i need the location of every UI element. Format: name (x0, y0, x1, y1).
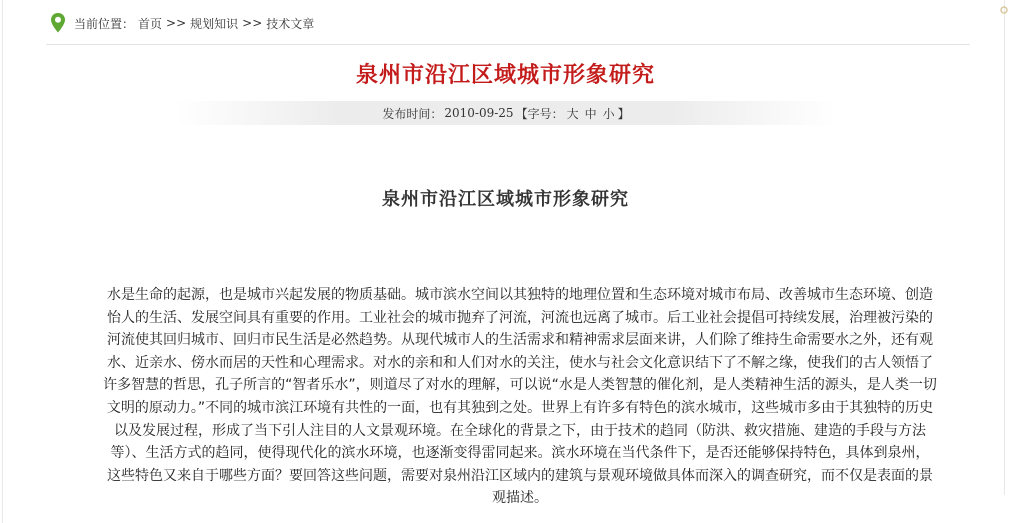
article-subtitle: 泉州市沿江区域城市形象研究 (382, 189, 629, 210)
body-line: 这些特色又来自于哪些方面？要回答这些问题，需要对泉州沿江区域内的建筑与景观环境做具体而深入的调查研究，而不仅是表面的景 (107, 467, 933, 484)
body-line: 河流使其回归城市、回归市民生活是必然趋势。从现代城市人的生活需求和精神需求层面来讲，人们除了维持生命需要水之外，还有观 (107, 332, 933, 349)
body-line: 许多智慧的哲思，孔子所言的“智者乐水”，则道尽了对水的理解，可以说“水是人类智慧的催化剂，是人类精神生活的源头，是人类一切 (103, 377, 937, 394)
breadcrumb-home-link[interactable]: 首页 (138, 16, 163, 31)
article-title: 泉州市沿江区域城市形象研究 (355, 63, 655, 88)
breadcrumb-separator: >> (242, 16, 263, 30)
body-line: 怡人的生活、发展空间具有重要的作用。工业社会的城市抛弃了河流，河流也远离了城市。后工业社会提倡可持续发展，治理被污染的 (107, 309, 933, 326)
font-size-close: 】 (617, 106, 630, 121)
breadcrumb-category-link[interactable]: 技术文章 (266, 16, 315, 31)
article-body (44, 284, 996, 510)
font-size-open: 【字号： (515, 106, 564, 121)
body-line: 水、近亲水、傍水而居的天性和心理需求。对水的亲和和人们对水的关注，使水与社会文化意识结下了不解之缘，使我们的古人领悟了 (107, 354, 933, 371)
body-line: 文明的原动力。”不同的城市滨江环境有共性的一面，也有其独到之处。世界上有许多有特色的滨水城市，这些城市多由于其独特的历史 (106, 399, 934, 416)
breadcrumb-separator: >> (166, 16, 187, 30)
publish-date: 2010-09-25 (444, 106, 514, 120)
body-line: 观描述。 (492, 490, 548, 507)
breadcrumb-prefix: 当前位置： (74, 16, 135, 31)
body-line: 水是生命的起源，也是城市兴起发展的物质基础。城市滨水空间以其独特的地理位置和生态环境对城市布局、改善城市生态环境、创造 (107, 287, 933, 303)
font-size-large-link[interactable]: 大 (566, 106, 579, 121)
font-size-small-link[interactable]: 小 (602, 106, 615, 121)
breadcrumb (50, 11, 314, 35)
breadcrumb-section-link[interactable]: 规划知识 (190, 16, 239, 31)
article-meta-bar (176, 101, 836, 125)
body-line: 等）、生活方式的趋同，使得现代化的滨水环境，也逐渐变得雷同起来。滨水环境在当代条件下，是否还能够保持特色，具体到泉州， (110, 445, 930, 462)
divider (46, 44, 970, 45)
corner-icon (999, 5, 1009, 15)
bottom-fade-overlay (851, 495, 1011, 523)
location-pin-icon (50, 12, 66, 34)
font-size-medium-link[interactable]: 中 (584, 106, 597, 121)
body-line: 以及发展过程，形成了当下引人注目的人文景观环境。在全球化的背景之下，由于技术的趋同（防洪、救灾措施、建造的手段与方法 (114, 422, 926, 439)
publish-date-label: 发布时间： (382, 106, 443, 121)
